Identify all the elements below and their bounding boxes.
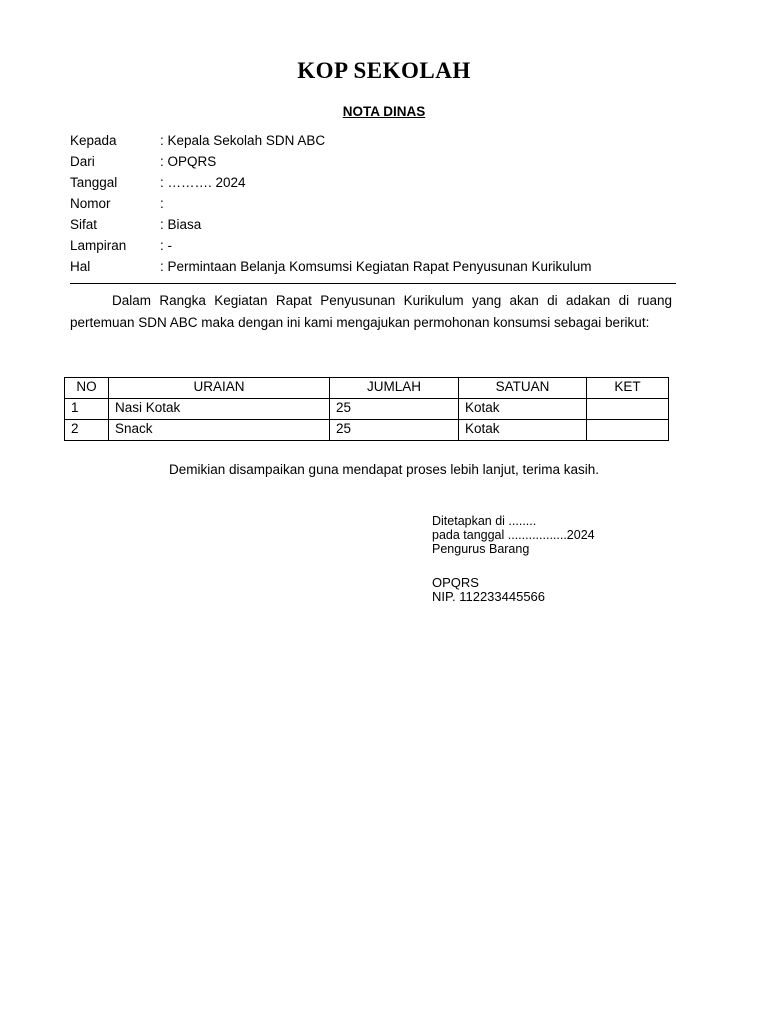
memo-field-label: Lampiran — [70, 238, 127, 253]
table-cell: Nasi Kotak — [109, 399, 330, 420]
memo-field-label: Tanggal — [70, 175, 118, 190]
column-header-uraian: URAIAN — [109, 378, 330, 399]
table-cell: 25 — [330, 399, 459, 420]
memo-field-value: : ………. 2024 — [160, 175, 246, 190]
memo-field-label: Nomor — [70, 196, 111, 211]
table-cell — [587, 399, 669, 420]
memo-field-value: : - — [160, 238, 172, 253]
memo-field-hal — [70, 258, 592, 279]
memo-field-label: Kepada — [70, 133, 117, 148]
column-header-jumlah: JUMLAH — [330, 378, 459, 399]
closing-sentence: Demikian disampaikan guna mendapat proses lebih lanjut, terima kasih. — [169, 462, 599, 477]
memo-field-value: : Kepala Sekolah SDN ABC — [160, 133, 326, 148]
items-table — [64, 377, 669, 441]
document-title-text: NOTA DINAS — [342, 104, 426, 119]
table-cell — [587, 420, 669, 441]
memo-field-label: Dari — [70, 154, 95, 169]
memo-field-label: Hal — [70, 259, 91, 274]
document-title — [0, 104, 768, 119]
signature-date: pada tanggal .................2024 — [432, 528, 595, 542]
header-divider — [70, 283, 676, 284]
table-header-row — [65, 378, 669, 399]
memo-field-dari — [70, 153, 592, 174]
column-header-ket: KET — [587, 378, 669, 399]
memo-field-tanggal — [70, 174, 592, 195]
table-row — [65, 399, 669, 420]
memo-field-value: : Biasa — [160, 217, 202, 232]
memo-field-value: : Permintaan Belanja Komsumsi Kegiatan Rapat Penyusunan Kurikulum — [160, 259, 592, 274]
memo-field-nomor — [70, 195, 592, 216]
table-cell: Kotak — [459, 420, 587, 441]
memo-field-label: Sifat — [70, 217, 98, 232]
column-header-no: NO — [65, 378, 109, 399]
signature-role: Pengurus Barang — [432, 542, 530, 556]
signer-nip: NIP. 112233445566 — [432, 589, 546, 604]
table-cell: 2 — [65, 420, 109, 441]
table-cell: Kotak — [459, 399, 587, 420]
signature-block — [432, 514, 595, 604]
body-paragraph: Dalam Rangka Kegiatan Rapat Penyusunan Kurikulum yang akan di adakan di ruang pertemuan SDN ABC maka dengan ini kami mengajukan permohonan konsumsi sebagai berikut: — [70, 293, 672, 330]
table-cell: 25 — [330, 420, 459, 441]
table-cell: Snack — [109, 420, 330, 441]
table-cell: 1 — [65, 399, 109, 420]
memo-field-value: : — [160, 196, 164, 211]
memo-field-value: : OPQRS — [160, 154, 217, 169]
signature-place: Ditetapkan di ........ — [432, 514, 537, 528]
memo-header-fields — [70, 132, 592, 279]
column-header-satuan: SATUAN — [459, 378, 587, 399]
memo-field-sifat — [70, 216, 592, 237]
table-row — [65, 420, 669, 441]
school-letterhead-title: KOP SEKOLAH — [297, 58, 471, 83]
memo-field-kepada — [70, 132, 592, 153]
signature-space — [432, 556, 595, 576]
memo-field-lampiran — [70, 237, 592, 258]
signer-name: OPQRS — [432, 575, 479, 590]
